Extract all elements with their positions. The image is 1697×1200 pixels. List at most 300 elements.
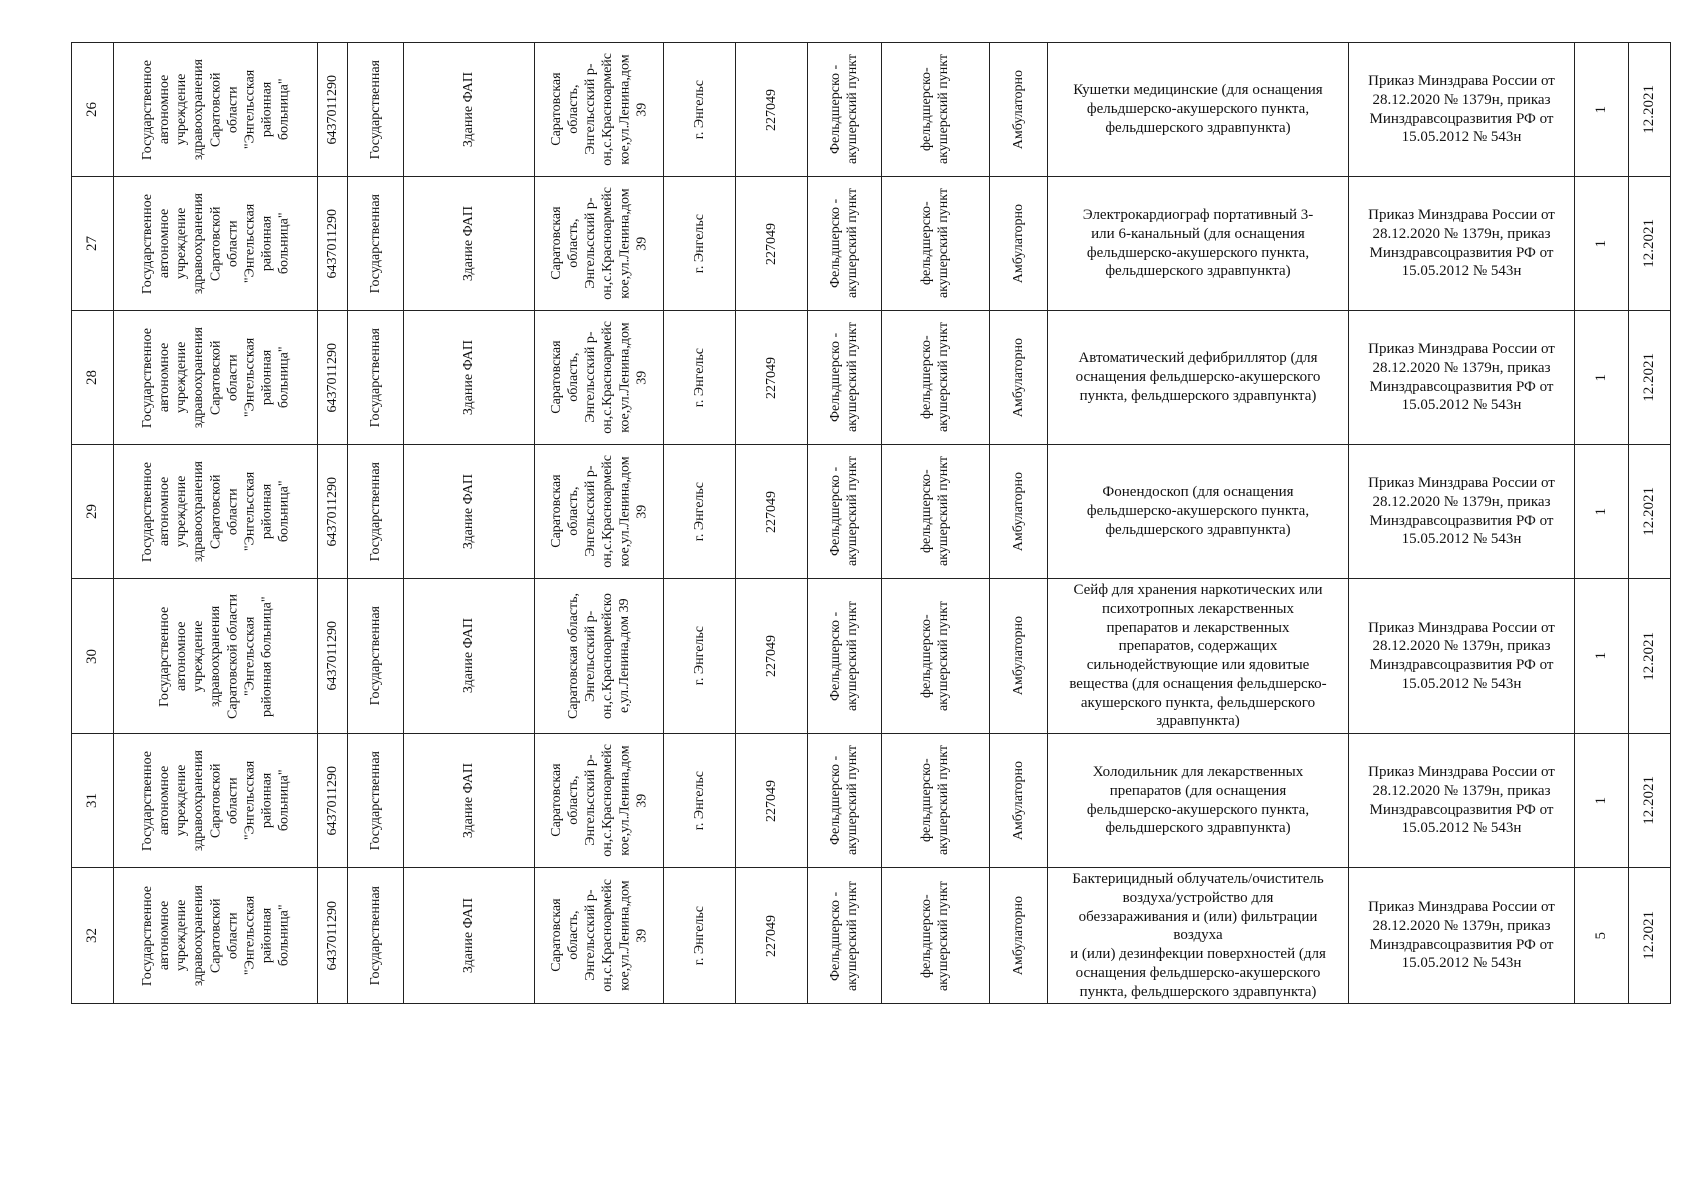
unit-type-wrapper [808,177,881,310]
quantity-wrapper [1575,177,1628,310]
date-text: 12.2021 [1641,219,1658,268]
care-form-text: Амбулаторно [1010,69,1026,150]
unit-type-wrapper [808,579,881,733]
date-wrapper [1629,43,1670,176]
city-wrapper [664,445,735,578]
cell-row-number [72,868,114,1004]
cell-care-form [990,43,1048,177]
inn-wrapper [318,579,347,733]
row-number-text: 31 [84,793,101,808]
address-wrapper [535,579,663,733]
quantity-wrapper [1575,734,1628,867]
cell-legal-basis [1349,43,1575,177]
cell-legal-basis [1349,734,1575,868]
ownership-form-wrapper [348,734,403,867]
equipment-name-text: Холодильник для лекарственных препаратов (для оснащения фельдшерско-акушерского пункта, фельдшерского здравпункта) [1086,764,1310,837]
row-number-wrapper [72,868,113,1003]
address-wrapper [535,311,663,444]
cell-quantity [1575,579,1629,734]
cell-equipment-name [1048,311,1349,445]
cell-row-number [72,579,114,734]
building-type-text: Здание ФАП [461,71,477,148]
cell-unit-name [882,579,990,734]
cell-inn [318,579,348,734]
organization-name-text: Государственное автономное учреждение здравоохранения Саратовской области "Энгельсская районная больница" [139,885,292,987]
cell-inn [318,734,348,868]
quantity-wrapper [1575,868,1628,1003]
organization-name-text: Государственное автономное учреждение здравоохранения Саратовской области "Энгельсская районная больница" [139,749,292,852]
address-text: Саратовская область, Энгельсский р- он,с.Красноармейс кое,ул.Ленина,дом 39 [548,455,650,568]
unit-type-wrapper [808,734,881,867]
table-row [72,868,1671,1004]
table-row [72,734,1671,868]
cell-date [1629,734,1671,868]
cell-city [664,311,736,445]
cell-unit-type [808,177,882,311]
unit-name-text: фельдшерско- акушерский пункт [919,880,952,991]
city-text: г. Энгельс [691,213,707,274]
cell-legal-basis [1349,579,1575,734]
care-form-wrapper [990,734,1047,867]
cell-unit-name [882,311,990,445]
cell-care-form [990,579,1048,734]
equipment-name-text: Сейф для хранения наркотических или психотропных лекарственных препаратов и лекарственных препаратов, содержащих сильнодействующие или ядовитые вещества (для оснащения фельдшерско- акушерского пункта, фельдшерского здравпункта) [1069,582,1327,730]
ownership-form-text: Государственная [367,606,383,706]
organization-name-wrapper [114,43,317,176]
cell-date [1629,579,1671,734]
date-text: 12.2021 [1641,631,1658,681]
unit-name-wrapper [882,43,989,176]
cell-address [535,579,664,734]
ownership-form-wrapper [348,177,403,310]
code-wrapper [736,445,807,578]
row-number-wrapper [72,445,113,578]
building-type-wrapper [404,579,534,733]
row-number-wrapper [72,177,113,310]
quantity-text: 1 [1593,239,1610,248]
care-form-wrapper [990,579,1047,733]
cell-care-form [990,868,1048,1004]
date-wrapper [1629,579,1670,733]
date-text: 12.2021 [1641,85,1658,134]
ownership-form-text: Государственная [367,885,383,986]
inn-wrapper [318,445,347,578]
building-type-text: Здание ФАП [461,898,477,974]
unit-name-text: фельдшерско- акушерский пункт [919,54,952,165]
table-row [72,177,1671,311]
inn-text: 6437011290 [324,621,340,691]
unit-type-wrapper [808,445,881,578]
cell-date [1629,311,1671,445]
city-text: г. Энгельс [691,905,707,966]
equipment-table-wrapper [71,42,1670,1000]
care-form-text: Амбулаторно [1010,203,1026,284]
care-form-text: Амбулаторно [1010,616,1026,696]
unit-name-wrapper [882,311,989,444]
unit-name-wrapper [882,445,989,578]
cell-unit-type [808,734,882,868]
cell-ownership-form [348,868,404,1004]
care-form-wrapper [990,177,1047,310]
legal-basis-text: Приказ Минздрава России от 28.12.2020 № 1379н, приказ Минздравсоцразвития РФ от 15.05.2012 № 543н [1368,619,1555,692]
cell-address [535,445,664,579]
organization-name-text: Государственное автономное учреждение здравоохранения Саратовской области "Энгельсская районная больница" [139,326,292,429]
table-row [72,445,1671,579]
city-wrapper [664,868,735,1003]
care-form-wrapper [990,311,1047,444]
cell-date [1629,868,1671,1004]
legal-basis-text: Приказ Минздрава России от 28.12.2020 № 1379н, приказ Минздравсоцразвития РФ от 15.05.2012 № 543н [1368,73,1555,146]
city-wrapper [664,43,735,176]
organization-name-wrapper [114,868,317,1003]
organization-name-wrapper [114,445,317,578]
quantity-wrapper [1575,445,1628,578]
equipment-table [71,42,1671,1004]
inn-wrapper [318,43,347,176]
date-text: 12.2021 [1641,353,1658,402]
unit-type-text: Фельдшерско - акушерский пункт [828,322,861,433]
cell-row-number [72,311,114,445]
cell-code [736,445,808,579]
cell-organization-name [114,311,318,445]
inn-text: 6437011290 [324,900,340,971]
date-wrapper [1629,734,1670,867]
cell-quantity [1575,43,1629,177]
organization-name-text: Государственное автономное учреждение здравоохранения Саратовской области "Энгельсская районная больница" [139,460,292,563]
building-type-wrapper [404,445,534,578]
inn-text: 6437011290 [324,74,340,145]
quantity-wrapper [1575,311,1628,444]
cell-quantity [1575,868,1629,1004]
organization-name-text: Государственное автономное учреждение здравоохранения Саратовской области "Энгельсская районная больница" [139,58,292,161]
legal-basis-text: Приказ Минздрава России от 28.12.2020 № 1379н, приказ Минздравсоцразвития РФ от 15.05.2012 № 543н [1368,207,1555,280]
code-text: 227049 [763,88,779,131]
cell-unit-type [808,311,882,445]
cell-equipment-name [1048,445,1349,579]
cell-code [736,579,808,734]
cell-unit-type [808,868,882,1004]
cell-row-number [72,445,114,579]
cell-care-form [990,445,1048,579]
cell-code [736,311,808,445]
date-wrapper [1629,177,1670,310]
unit-type-text: Фельдшерско - акушерский пункт [828,54,861,165]
cell-building-type [404,177,535,311]
cell-equipment-name [1048,43,1349,177]
row-number-wrapper [72,43,113,176]
date-wrapper [1629,445,1670,578]
legal-basis-text: Приказ Минздрава России от 28.12.2020 № 1379н, приказ Минздравсоцразвития РФ от 15.05.2012 № 543н [1368,341,1555,414]
code-wrapper [736,579,807,733]
ownership-form-text: Государственная [367,750,383,851]
cell-organization-name [114,734,318,868]
cell-inn [318,445,348,579]
cell-date [1629,177,1671,311]
unit-name-wrapper [882,868,989,1003]
address-wrapper [535,43,663,176]
cell-address [535,311,664,445]
legal-basis-text: Приказ Минздрава России от 28.12.2020 № 1379н, приказ Минздравсоцразвития РФ от 15.05.2012 № 543н [1368,764,1555,837]
ownership-form-wrapper [348,868,403,1003]
quantity-wrapper [1575,579,1628,733]
row-number-text: 28 [84,370,101,385]
building-type-text: Здание ФАП [461,762,477,839]
city-text: г. Энгельс [691,347,707,408]
care-form-text: Амбулаторно [1010,896,1026,976]
date-text: 12.2021 [1641,911,1658,960]
cell-equipment-name [1048,868,1349,1004]
unit-type-wrapper [808,43,881,176]
table-row [72,43,1671,177]
ownership-form-wrapper [348,43,403,176]
city-text: г. Энгельс [691,481,707,542]
unit-name-text: фельдшерско- акушерский пункт [919,322,952,433]
unit-type-text: Фельдшерско - акушерский пункт [828,456,861,567]
quantity-text: 1 [1593,373,1610,382]
cell-date [1629,43,1671,177]
cell-legal-basis [1349,868,1575,1004]
cell-building-type [404,43,535,177]
date-wrapper [1629,868,1670,1003]
cell-row-number [72,43,114,177]
organization-name-wrapper [114,579,317,733]
inn-wrapper [318,868,347,1003]
legal-basis-text: Приказ Минздрава России от 28.12.2020 № 1379н, приказ Минздравсоцразвития РФ от 15.05.2012 № 543н [1368,475,1555,548]
inn-text: 6437011290 [324,208,340,279]
address-text: Саратовская область, Энгельсский р- он,с.Красноармейс кое,ул.Ленина,дом 39 [548,321,650,434]
care-form-wrapper [990,445,1047,578]
inn-text: 6437011290 [324,765,340,836]
building-type-text: Здание ФАП [461,339,477,416]
cell-code [736,43,808,177]
cell-city [664,177,736,311]
unit-type-text: Фельдшерско - акушерский пункт [828,745,861,856]
cell-equipment-name [1048,579,1349,734]
organization-name-text: Государственное автономное учреждение здравоохранения Саратовской области "Энгельсская районная больница" [139,192,292,295]
city-wrapper [664,734,735,867]
cell-ownership-form [348,177,404,311]
unit-name-wrapper [882,177,989,310]
code-text: 227049 [763,779,779,822]
ownership-form-wrapper [348,311,403,444]
date-wrapper [1629,311,1670,444]
row-number-text: 26 [84,102,101,117]
address-text: Саратовская область, Энгельсский р- он,с.Красноармейс кое,ул.Ленина,дом 39 [548,879,650,992]
cell-ownership-form [348,311,404,445]
code-wrapper [736,311,807,444]
cell-ownership-form [348,445,404,579]
cell-address [535,868,664,1004]
code-wrapper [736,734,807,867]
cell-city [664,734,736,868]
cell-unit-name [882,868,990,1004]
building-type-wrapper [404,868,534,1003]
cell-unit-name [882,734,990,868]
unit-name-wrapper [882,734,989,867]
organization-name-wrapper [114,311,317,444]
legal-basis-text: Приказ Минздрава России от 28.12.2020 № 1379н, приказ Минздравсоцразвития РФ от 15.05.2012 № 543н [1368,899,1555,972]
cell-unit-type [808,579,882,734]
cell-date [1629,445,1671,579]
cell-address [535,177,664,311]
cell-equipment-name [1048,734,1349,868]
code-text: 227049 [763,635,779,677]
cell-inn [318,868,348,1004]
care-form-text: Амбулаторно [1010,337,1026,418]
unit-type-wrapper [808,868,881,1003]
building-type-text: Здание ФАП [461,473,477,550]
cell-unit-type [808,445,882,579]
care-form-text: Амбулаторно [1010,471,1026,552]
city-wrapper [664,311,735,444]
ownership-form-text: Государственная [367,193,383,294]
city-text: г. Энгельс [691,770,707,831]
city-text: г. Энгельс [691,626,707,686]
care-form-wrapper [990,43,1047,176]
quantity-text: 1 [1593,105,1610,114]
cell-building-type [404,311,535,445]
cell-ownership-form [348,734,404,868]
inn-wrapper [318,734,347,867]
code-wrapper [736,868,807,1003]
unit-type-text: Фельдшерско - акушерский пункт [828,188,861,299]
cell-unit-name [882,177,990,311]
cell-organization-name [114,579,318,734]
row-number-wrapper [72,311,113,444]
quantity-text: 1 [1593,507,1610,516]
table-row [72,579,1671,734]
equipment-name-text: Автоматический дефибриллятор (для оснащения фельдшерско-акушерского пункта, фельдшерского здравпункта) [1075,350,1321,404]
address-text: Саратовская область, Энгельсский р- он,с.Красноармейс кое,ул.Ленина,дом 39 [548,187,650,300]
cell-quantity [1575,445,1629,579]
cell-legal-basis [1349,177,1575,311]
cell-code [736,734,808,868]
code-wrapper [736,43,807,176]
cell-legal-basis [1349,311,1575,445]
row-number-text: 30 [84,648,101,664]
cell-ownership-form [348,43,404,177]
city-wrapper [664,177,735,310]
cell-city [664,43,736,177]
quantity-wrapper [1575,43,1628,176]
cell-organization-name [114,177,318,311]
address-wrapper [535,177,663,310]
code-text: 227049 [763,914,779,957]
row-number-wrapper [72,734,113,867]
cell-unit-name [882,43,990,177]
cell-organization-name [114,445,318,579]
city-wrapper [664,579,735,733]
code-text: 227049 [763,356,779,399]
cell-care-form [990,734,1048,868]
equipment-name-text: Электрокардиограф портативный 3- или 6-канальный (для оснащения фельдшерско-акушерского пункта, фельдшерского здравпункта) [1082,207,1314,280]
cell-inn [318,311,348,445]
building-type-text: Здание ФАП [461,205,477,282]
cell-organization-name [114,43,318,177]
unit-name-text: фельдшерско- акушерский пункт [919,600,952,712]
cell-building-type [404,734,535,868]
cell-organization-name [114,868,318,1004]
cell-inn [318,43,348,177]
code-wrapper [736,177,807,310]
cell-quantity [1575,734,1629,868]
cell-unit-type [808,43,882,177]
cell-care-form [990,311,1048,445]
cell-code [736,868,808,1004]
cell-code [736,177,808,311]
address-text: Саратовская область, Энгельсский р- он,с.Красноармейс кое,ул.Ленина,дом 39 [548,53,650,166]
cell-quantity [1575,311,1629,445]
organization-name-text: Государственное автономное учреждение здравоохранения Саратовской области "Энгельсская районная больница" [156,593,275,719]
row-number-text: 32 [84,928,101,944]
unit-type-text: Фельдшерско - акушерский пункт [828,880,861,991]
care-form-text: Амбулаторно [1010,760,1026,841]
unit-name-text: фельдшерско- акушерский пункт [919,188,952,299]
unit-name-wrapper [882,579,989,733]
equipment-name-text: Фонендоскоп (для оснащения фельдшерско-акушерского пункта, фельдшерского здравпункта) [1086,484,1310,538]
cell-inn [318,177,348,311]
cell-building-type [404,868,535,1004]
quantity-text: 1 [1593,796,1610,805]
inn-text: 6437011290 [324,342,340,413]
code-text: 227049 [763,222,779,265]
cell-quantity [1575,177,1629,311]
equipment-name-text: Кушетки медицинские (для оснащения фельдшерско-акушерского пункта, фельдшерского здравпункта) [1073,82,1323,136]
cell-row-number [72,177,114,311]
address-wrapper [535,734,663,867]
unit-type-wrapper [808,311,881,444]
building-type-text: Здание ФАП [461,618,477,694]
cell-unit-name [882,445,990,579]
address-wrapper [535,868,663,1003]
unit-type-text: Фельдшерско - акушерский пункт [828,600,861,712]
building-type-wrapper [404,734,534,867]
date-text: 12.2021 [1641,487,1658,536]
city-text: г. Энгельс [691,79,707,140]
inn-wrapper [318,177,347,310]
unit-name-text: фельдшерско- акушерский пункт [919,456,952,567]
cell-legal-basis [1349,445,1575,579]
organization-name-wrapper [114,177,317,310]
cell-equipment-name [1048,177,1349,311]
row-number-wrapper [72,579,113,733]
row-number-text: 27 [84,236,101,251]
inn-text: 6437011290 [324,476,340,547]
cell-care-form [990,177,1048,311]
cell-city [664,579,736,734]
row-number-text: 29 [84,504,101,519]
address-wrapper [535,445,663,578]
cell-city [664,868,736,1004]
quantity-text: 5 [1593,931,1610,940]
cell-address [535,43,664,177]
ownership-form-wrapper [348,445,403,578]
organization-name-wrapper [114,734,317,867]
address-text: Саратовская область, Энгельсский р- он,с.Красноармейско е,ул.Ленина,дом 39 [565,592,633,719]
ownership-form-text: Государственная [367,327,383,428]
inn-wrapper [318,311,347,444]
address-text: Саратовская область, Энгельсский р- он,с.Красноармейс кое,ул.Ленина,дом 39 [548,744,650,857]
ownership-form-text: Государственная [367,461,383,562]
ownership-form-wrapper [348,579,403,733]
date-text: 12.2021 [1641,776,1658,825]
cell-row-number [72,734,114,868]
unit-name-text: фельдшерско- акушерский пункт [919,745,952,856]
building-type-wrapper [404,311,534,444]
cell-building-type [404,445,535,579]
building-type-wrapper [404,43,534,176]
building-type-wrapper [404,177,534,310]
